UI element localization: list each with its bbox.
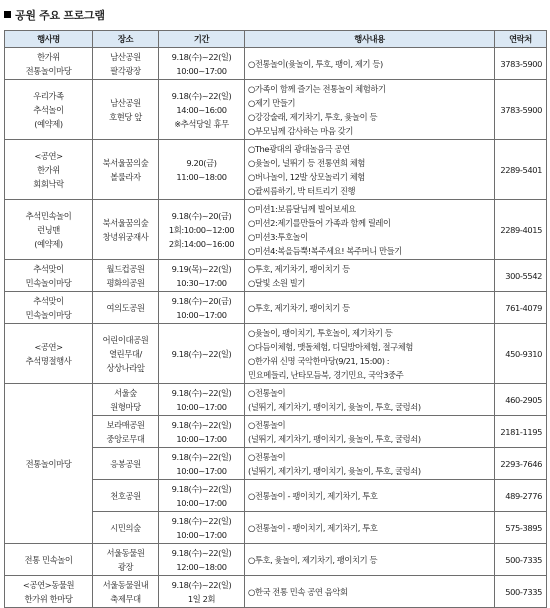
- place-cell-line: 원형마당: [110, 401, 141, 412]
- content-cell-line: ○제기 만들기: [248, 97, 296, 108]
- period-cell-line: 9.18(수)~22(일): [171, 515, 232, 526]
- period-cell: [159, 80, 245, 140]
- period-cell-line: 9.18(수)~22(일): [171, 90, 232, 101]
- place-cell-line: 호현당 앞: [109, 111, 142, 122]
- period-cell: [159, 480, 245, 512]
- event-name-cell-line: <공연>동물원: [22, 579, 75, 590]
- group-event-name-cell: 전통놀이마당: [5, 384, 93, 544]
- period-cell: [159, 384, 245, 416]
- contact-cell: 3783-5900: [495, 80, 547, 140]
- place-cell-line: 열린무대/: [109, 348, 142, 359]
- contact-cell: 460-2905: [495, 384, 547, 416]
- event-name-cell: [5, 48, 93, 80]
- period-cell-line: 9.18(수)~22(일): [171, 451, 232, 462]
- content-cell: [245, 384, 495, 416]
- content-cell-line: (널뛰기, 제기차기, 팽이치기, 윷놀이, 투호, 굴렁쇠): [248, 465, 421, 476]
- contact-cell: 761-4079: [495, 292, 547, 324]
- event-name-cell-line: 한가위 한마당: [24, 593, 73, 604]
- place-cell: [93, 324, 159, 384]
- place-cell-line: 상상나라앞: [106, 362, 145, 373]
- header-contact: 연락처: [495, 31, 547, 48]
- place-cell-line: 팔각광장: [110, 65, 141, 76]
- content-cell-line: ○전통놀이: [248, 387, 286, 398]
- place-cell: [93, 416, 159, 448]
- place-cell-line: 서울동물원: [106, 547, 145, 558]
- place-cell: [93, 260, 159, 292]
- event-name-cell: [5, 200, 93, 260]
- event-name-cell-line: 런닝맨: [37, 224, 60, 235]
- table-row: [5, 292, 547, 324]
- place-cell-line: 볼룰라자: [110, 171, 141, 182]
- content-cell-line: ○달빛 소원 빌기: [248, 277, 306, 288]
- event-name-cell-line: 회회낙락: [33, 178, 64, 189]
- contact-cell: 2289-5401: [495, 140, 547, 200]
- content-cell-line: ○전통놀이(윷놀이, 투호, 팽이, 제기 등): [248, 58, 383, 69]
- event-name-cell-line: 추석민속놀이: [25, 210, 72, 221]
- content-cell: [245, 80, 495, 140]
- period-cell: [159, 48, 245, 80]
- event-name-cell: [5, 576, 93, 608]
- place-cell-line: 어린이대공원: [102, 334, 149, 345]
- table-row: [5, 544, 547, 576]
- content-cell-line: ○윷놀이, 널뛰기 등 전통연희 체험: [248, 157, 366, 168]
- period-cell-line: 2회:14:00~16:00: [168, 238, 235, 249]
- table-row: [5, 576, 547, 608]
- event-name-cell-line: (예약제): [34, 118, 63, 129]
- period-cell-line: 9.18(수)~22(일): [171, 348, 232, 359]
- period-cell: [159, 448, 245, 480]
- period-cell-line: 9.18(수)~20(금): [171, 210, 232, 221]
- content-cell-line: ○미션2:제기를만들어 가족과 함께 릴레이: [248, 217, 391, 228]
- event-name-cell-line: 추석맞이: [33, 295, 64, 306]
- period-cell: [159, 544, 245, 576]
- place-cell-line: 평화의공원: [106, 277, 145, 288]
- place-cell-line: 서울숲: [114, 387, 137, 398]
- place-cell: [93, 200, 159, 260]
- place-cell: [93, 48, 159, 80]
- period-cell: [159, 260, 245, 292]
- content-cell: [245, 448, 495, 480]
- event-name-cell-line: 추석놀이: [33, 104, 64, 115]
- place-cell-line: 중앙로무대: [106, 433, 145, 444]
- content-cell-line: ○미션1:보름달님께 빌어보세요: [248, 203, 356, 214]
- period-cell-line: 10:00~17:00: [176, 529, 227, 540]
- event-name-cell-line: 추석맞이: [33, 263, 64, 274]
- contact-cell: 500-7335: [495, 576, 547, 608]
- header-period: 기간: [159, 31, 245, 48]
- period-cell: [159, 140, 245, 200]
- content-cell-line: ○강강술래, 제기차기, 투호, 윷놀이 등: [248, 111, 378, 122]
- period-cell-line: 9.18(수)~22(일): [171, 483, 232, 494]
- table-row: [5, 260, 547, 292]
- period-cell-line: 10:30~17:00: [176, 277, 227, 288]
- event-name-cell-line: 민속놀이마당: [25, 277, 72, 288]
- place-cell: [93, 544, 159, 576]
- table-row: [5, 48, 547, 80]
- period-cell-line: 1일 2회: [187, 593, 216, 604]
- period-cell-line: 9.19(목)~22(일): [171, 263, 232, 274]
- content-cell-line: ○The광대의 광대놀음극 공연: [248, 143, 350, 154]
- event-name-cell-line: <공연>: [34, 341, 63, 352]
- period-cell-line: 10:00~17:00: [176, 465, 227, 476]
- content-cell-line: (널뛰기, 제기차기, 팽이치기, 윷놀이, 투호, 굴렁쇠): [248, 433, 421, 444]
- content-cell-line: ○윷놀이, 팽이치기, 투호놀이, 제기차기 등: [248, 327, 393, 338]
- place-cell: [93, 80, 159, 140]
- page-title-text: 공원 주요 프로그램: [15, 9, 105, 22]
- content-cell: [245, 140, 495, 200]
- place-cell-line: 천호공원: [110, 490, 141, 501]
- place-cell-line: 응봉공원: [110, 458, 141, 469]
- period-cell-line: ※추석당일 휴무: [174, 118, 229, 129]
- period-cell-line: 9.20(금): [186, 157, 217, 168]
- period-cell-line: 10:00~17:00: [176, 309, 227, 320]
- content-cell-line: ○전통놀이: [248, 419, 286, 430]
- place-cell: [93, 384, 159, 416]
- content-cell: [245, 576, 495, 608]
- content-cell: [245, 324, 495, 384]
- content-cell-line: 민요메들리, 난타모듬북, 경기민요, 국악3중주: [248, 369, 404, 380]
- content-cell: [245, 544, 495, 576]
- place-cell-line: 보라매공원: [106, 419, 145, 430]
- place-cell: [93, 480, 159, 512]
- period-cell: [159, 200, 245, 260]
- place-cell-line: 월드컵공원: [106, 263, 145, 274]
- table-row: [5, 324, 547, 384]
- header-row: [5, 31, 547, 48]
- period-cell-line: 10:00~17:00: [176, 65, 227, 76]
- content-cell-line: ○한가위 신명 국악한마당(9/21, 15:00) :: [248, 355, 390, 366]
- content-cell-line: ○다듬이체험, 맷돌체험, 디딜방아체험, 절구체험: [248, 341, 413, 352]
- content-cell-line: ○괄씨름하기, 박 터트리기 진행: [248, 185, 356, 196]
- contact-cell: 575-3895: [495, 512, 547, 544]
- header-content: 행사내용: [245, 31, 495, 48]
- event-name-cell-line: 전통놀이마당: [25, 65, 72, 76]
- table-row: [5, 80, 547, 140]
- program-table: [4, 30, 547, 608]
- contact-cell: 450-9310: [495, 324, 547, 384]
- period-cell: [159, 292, 245, 324]
- event-name-cell-line: (예약제): [34, 238, 63, 249]
- event-name-cell-line: 한가위: [37, 51, 60, 62]
- content-cell-line: ○투호, 제기차기, 팽이치기 등: [248, 263, 350, 274]
- contact-cell: 2181-1195: [495, 416, 547, 448]
- content-cell-line: ○미션4:복을듬뿍!복주세요! 복주머니 만들기: [248, 245, 402, 256]
- content-cell: [245, 200, 495, 260]
- period-cell-line: 11:00~18:00: [176, 171, 227, 182]
- place-cell: [93, 512, 159, 544]
- table-row: [5, 200, 547, 260]
- contact-cell: 3783-5900: [495, 48, 547, 80]
- contact-cell: 2293-7646: [495, 448, 547, 480]
- event-name-cell-line: 추석명절행사: [25, 355, 72, 366]
- event-name-cell-line: 민속놀이마당: [25, 309, 72, 320]
- content-cell-line: ○한국 전통 민속 공연 음악회: [248, 586, 348, 597]
- place-cell-line: 북서울꿈의숲: [102, 157, 149, 168]
- event-name-cell: [5, 292, 93, 324]
- period-cell-line: 10:00~17:00: [176, 433, 227, 444]
- content-cell-line: ○투호, 제기차기, 팽이치기 등: [248, 302, 350, 313]
- place-cell-line: 광장: [117, 561, 134, 572]
- period-cell-line: 9.18(수)~20(금): [171, 295, 232, 306]
- period-cell-line: 10:00~17:00: [176, 497, 227, 508]
- event-name-cell: [5, 544, 93, 576]
- place-cell-line: 축제무대: [110, 593, 141, 604]
- content-cell: [245, 292, 495, 324]
- event-name-cell: [5, 324, 93, 384]
- place-cell-line: 여의도공원: [106, 302, 145, 313]
- place-cell: [93, 576, 159, 608]
- contact-cell: 489-2776: [495, 480, 547, 512]
- event-name-cell-line: 전통 민속놀이: [24, 554, 73, 565]
- period-cell-line: 9.18(수)~22(일): [171, 419, 232, 430]
- content-cell-line: ○미션3:투호놀이: [248, 231, 308, 242]
- period-cell: [159, 576, 245, 608]
- content-cell-line: ○버나놀이, 12발 상모놀리기 체험: [248, 171, 365, 182]
- period-cell-line: 9.18(수)~22(일): [171, 547, 232, 558]
- place-cell-line: 북서울꿈의숲: [102, 217, 149, 228]
- content-cell: [245, 480, 495, 512]
- place-cell: [93, 292, 159, 324]
- event-name-cell-line: 우리가족: [33, 90, 64, 101]
- event-name-cell: [5, 80, 93, 140]
- contact-cell: 500-7335: [495, 544, 547, 576]
- place-cell: [93, 448, 159, 480]
- period-cell-line: 12:00~18:00: [176, 561, 227, 572]
- place-cell-line: 시민의숲: [110, 522, 141, 533]
- period-cell-line: 14:00~16:00: [176, 104, 227, 115]
- event-name-cell-line: <공연>: [34, 150, 63, 161]
- place-cell-line: 창녕위궁재사: [102, 231, 149, 242]
- period-cell: [159, 324, 245, 384]
- period-cell-line: 10:00~17:00: [176, 401, 227, 412]
- header-place: 장소: [93, 31, 159, 48]
- period-cell-line: 9.18(수)~22(일): [171, 579, 232, 590]
- content-cell-line: ○투호, 윷놀이, 제기차기, 팽이치기 등: [248, 554, 378, 565]
- period-cell: [159, 512, 245, 544]
- event-name-cell: [5, 140, 93, 200]
- content-cell-line: ○전통놀이 - 팽이치기, 제기차기, 투호: [248, 522, 378, 533]
- content-cell-line: ○전통놀이 - 팽이치기, 제기차기, 투호: [248, 490, 378, 501]
- table-row: [5, 140, 547, 200]
- period-cell-line: 1회:10:00~12:00: [168, 224, 235, 235]
- place-cell-line: 남산공원: [110, 97, 141, 108]
- contact-cell: 300-5542: [495, 260, 547, 292]
- place-cell-line: 서울동물원내: [102, 579, 149, 590]
- period-cell: [159, 416, 245, 448]
- period-cell-line: 9.18(수)~22(일): [171, 387, 232, 398]
- event-name-cell-line: 한가위: [37, 164, 60, 175]
- page-title: [4, 7, 105, 23]
- content-cell: [245, 512, 495, 544]
- content-cell-line: ○부모님께 감사하는 마음 갖기: [248, 125, 353, 136]
- content-cell-line: ○가족이 함께 즐기는 전통놀이 체험하기: [248, 83, 386, 94]
- event-name-cell: [5, 260, 93, 292]
- contact-cell: 2289-4015: [495, 200, 547, 260]
- header-event-name: 행사명: [5, 31, 93, 48]
- table-row: [5, 384, 547, 416]
- square-bullet-icon: [4, 11, 11, 18]
- content-cell-line: (널뛰기, 제기차기, 팽이치기, 윷놀이, 투호, 굴렁쇠): [248, 401, 421, 412]
- place-cell: [93, 140, 159, 200]
- content-cell: [245, 260, 495, 292]
- place-cell-line: 남산공원: [110, 51, 141, 62]
- content-cell: [245, 48, 495, 80]
- period-cell-line: 9.18(수)~22(일): [171, 51, 232, 62]
- content-cell-line: ○전통놀이: [248, 451, 286, 462]
- content-cell: [245, 416, 495, 448]
